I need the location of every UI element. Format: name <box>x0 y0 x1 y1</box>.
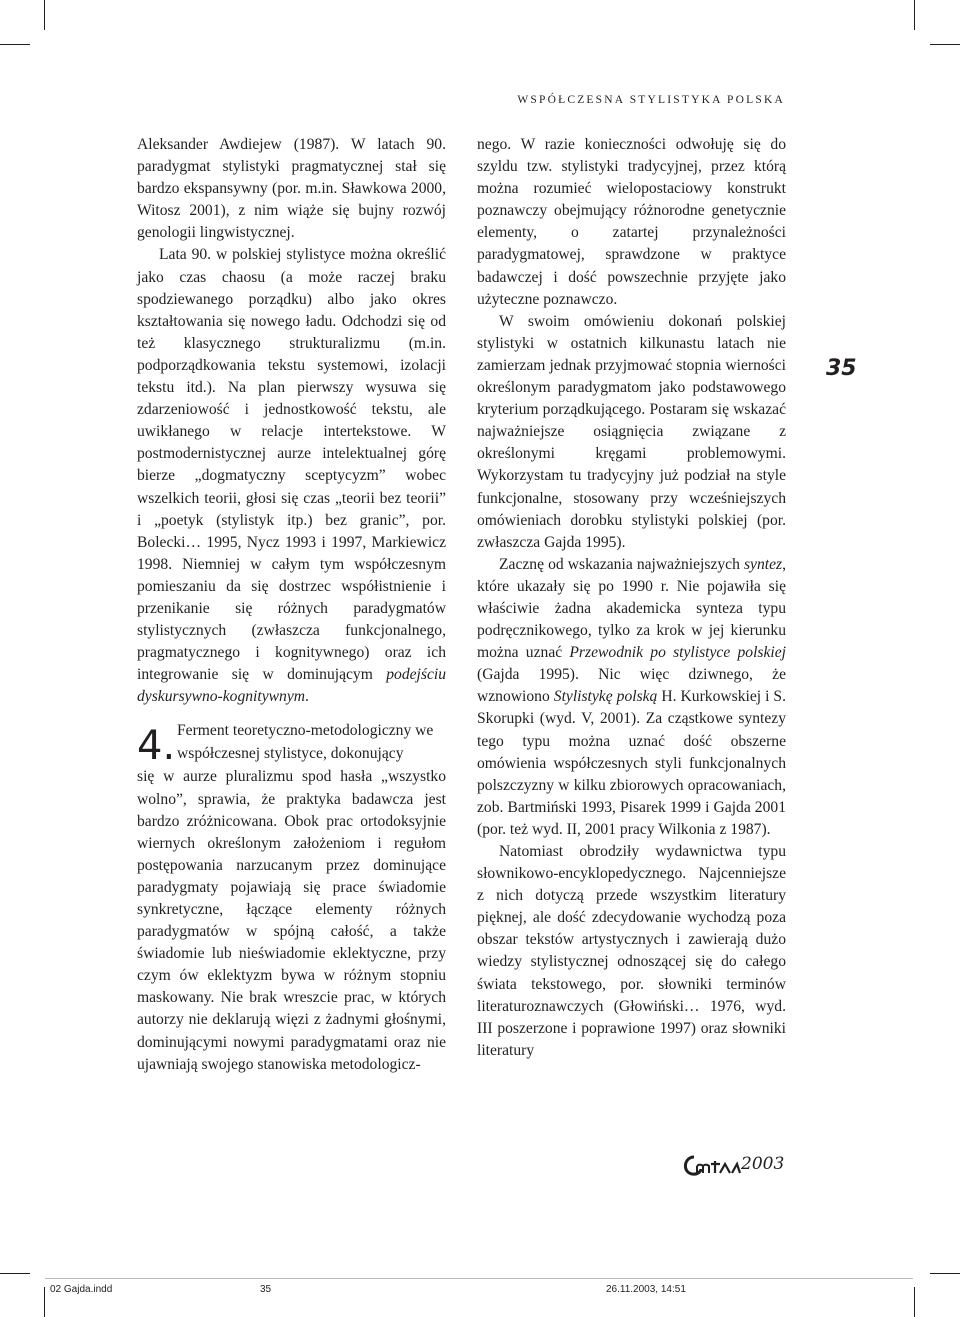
crop-mark-top-left-vertical <box>44 0 45 30</box>
right-p3-text-a: Zacznę od wskazania najważniejszych <box>499 555 744 573</box>
crop-mark-bottom-left-horizontal <box>0 1273 30 1274</box>
section-4-body: się w aurze pluralizmu spod hasła „wszystko wolno”, sprawia, że praktyka badawcza jest bardzo zróżnicowana. Obok prac ortodoksyjnie wiernych określonym założeniom i regułom postępowania narzucanym przez dominujące paradygmaty pojawiają się prace świadomie synkretyczne, łączące elementy różnych paradygmatów w spójną całość, a także świadomie lub nieświadomie eklektyczne, przy czym ów eklektyzm bywa w różnym stopniu maskowany. Nie brak wreszcie prac, w których autorzy nie deklarują więzi z żadnymi głośnymi, dominującymi nowymi paradygmatami oraz nie ujawniają swojego stanowiska metodologicz- <box>137 768 446 1073</box>
right-p3-italic-stylistyke: Stylistykę polską <box>553 688 658 706</box>
right-p3-text-d: H. Kurkowskiej i S. Skorupki (wyd. V, 2001). Za cząstkowe syntezy tego typu można uznać dość obszerne omówienia współczesnych styli funkcjonalnych polszczyzny w kilku zbiorowych opracowaniach, zob. Bartmiński 1993, Pisarek 1999 i Gajda 2001 (por. też wyd. II, 2001 pracy Wilkonia z 1987). <box>477 688 786 838</box>
crop-mark-top-left-horizontal <box>0 44 30 45</box>
left-paragraph-lata-90 <box>137 244 446 708</box>
section-number: 4. <box>137 723 176 770</box>
section-4-heading <box>137 720 446 770</box>
page-number: 35 <box>826 356 857 381</box>
crop-mark-bottom-right-vertical <box>914 1287 915 1317</box>
right-column <box>477 134 786 1062</box>
left-paragraph-end: . <box>305 688 309 706</box>
left-column <box>137 134 446 1076</box>
right-paragraph-1: nego. W razie konieczności odwołuję się do szyldu tzw. stylistyki tradycyjnej, przez którą można rozumieć wielopostaciowy konstrukt poznawczy obejmujący różnorodne genetycznie elementy, o zatartej przynależności paradygmatowej, sprawdzone w praktyce badawczej i dość powszechnie przyjęte jako użyteczne poznawczo. <box>477 136 786 308</box>
crop-mark-bottom-left-vertical <box>44 1287 45 1317</box>
crop-mark-top-right-horizontal <box>930 44 960 45</box>
crop-mark-bottom-right-horizontal <box>930 1273 960 1274</box>
slug-divider <box>45 1278 913 1279</box>
slug-file-name: 02 Gajda.indd <box>50 1284 113 1295</box>
section-title: Ferment teoretyczno-metodologiczny we współczesnej stylistyce, dokonujący <box>177 722 434 762</box>
right-paragraph-3 <box>477 554 786 841</box>
crop-mark-top-right-vertical <box>914 0 915 30</box>
right-p3-italic-syntez: syntez <box>743 555 783 573</box>
slug-date: 26.11.2003, 14:51 <box>606 1284 686 1295</box>
left-paragraph-lata-90-text: Lata 90. w polskiej stylistyce można określić jako czas chaosu (a może raczej braku spodziewanego porządku) albo jako okres kształtowania się nowego ładu. Odchodzi się od też klasycznego strukturalizmu (m.in. podporządkowania tekstu systemowi, izolacji tekstu itd.). Na plan pierwszy wysuwa się zdarzeniowość i jednostkowość tekstu, ale uwikłanego w relacje intertekstowe. W postmodernistycznej aurze intelektualnej górę bierze „dogmatyczny sceptycyzm” wobec wszelkich teorii, głosi się czas „teorii bez teorii” i „poetyk (stylistyk itp.) bez granic”, por. Bolecki… 1995, Nycz 1993 i 1997, Markiewicz 1998. Niemniej w całym tym współczesnym pomieszaniu da się dostrzec współistnienie i przenikanie się różnych paradygmatów stylistycznych (zwłaszcza funkcjonalnego, pragmatycznego i kognitywnego) oraz ich integrowanie się w dominującym <box>137 246 446 684</box>
left-intro-paragraph: Aleksander Awdiejew (1987). W latach 90. paradygmat stylistyki pragmatycznej stał się bardzo ekspansywny (por. m.in. Sławkowa 2000, Witosz 2001), z nim wiąże się bujny rozwój genologii lingwistycznej. <box>137 136 446 242</box>
slug-page: 35 <box>260 1284 272 1295</box>
right-p3-text-b: , które ukazały się po 1990 r. Nie pojawiła się właściwie żadna akademicka synteza typu podręcznikowego, tylko za krok w jej kierunku można uznać <box>477 555 786 662</box>
logo-year: 2003 <box>741 1154 785 1174</box>
left-paragraph-italic: podejściu dyskursywno-kognitywnym <box>137 666 446 706</box>
running-head: WSPÓŁCZESNA STYLISTYKA POLSKA <box>517 94 785 106</box>
right-p3-text-c: (Gajda 1995). Nic więc dziwnego, że wznowiono <box>477 666 786 706</box>
right-p3-italic-przewodnik: Przewodnik po stylistyce polskiej <box>569 644 786 662</box>
right-paragraph-2: W swoim omówieniu dokonań polskiej stylistyki w ostatnich kilkunastu latach nie zamierzam jednak przyjmować stopnia wierności określonym paradygmatom jako podstawowego kryterium porządkującego. Postaram się wskazać najważniejsze osiągnięcia związane z określonymi kręgami problemowymi. Wykorzystam tu tradycyjny już podział na style funkcjonalne, stosowany przy wcześniejszych omówieniach dorobku stylistyki polskiej (por. zwłaszcza Gajda 1995). <box>477 312 786 551</box>
right-paragraph-4: Natomiast obrodziły wydawnictwa typu słownikowo-encyklopedycznego. Najcenniejsze z nich dotyczą przede wszystkim literatury pięknej, ale dość zdecydowanie wychodzą poza obszar tekstów artystycznych i zawierają dużo wiedzy stylistycznej odnoszącej się do całego świata tekstowego, por. słowniki terminów literaturoznawczych (Głowiński… 1976, wyd. III poszerzone i poprawione 1997) oraz słowniki literatury <box>477 843 786 1059</box>
